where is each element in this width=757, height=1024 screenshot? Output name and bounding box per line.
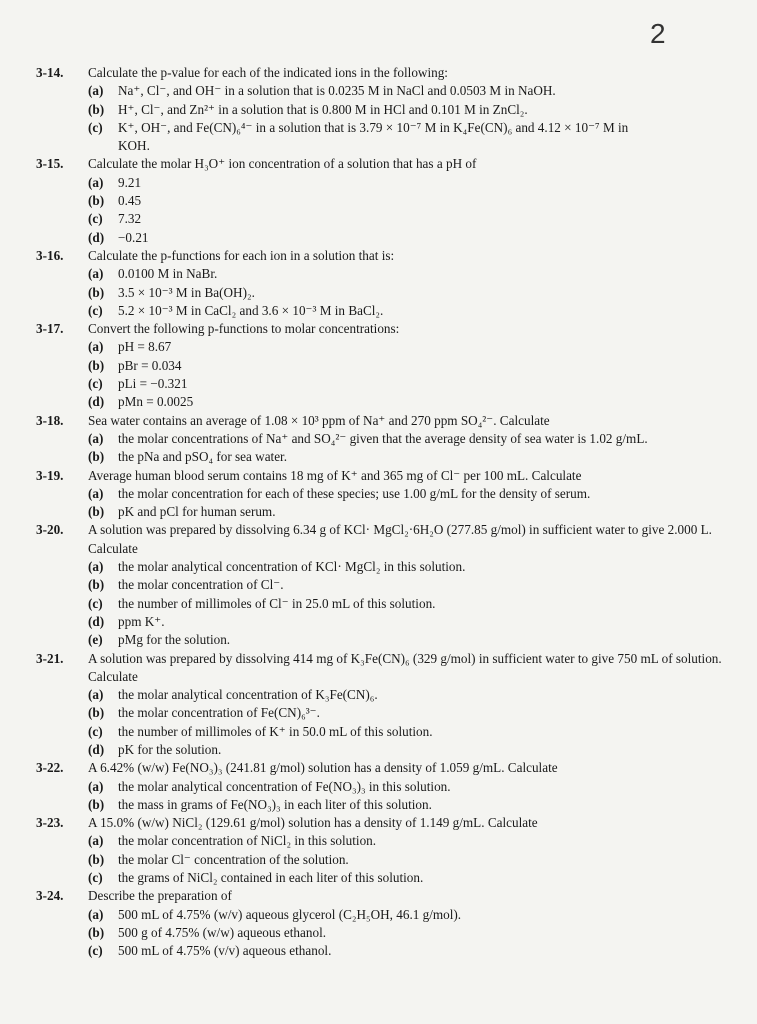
part-label: (a)	[88, 906, 104, 922]
problem-part	[88, 448, 748, 466]
problem-part	[88, 375, 748, 393]
problem-part	[88, 869, 748, 887]
problem-part	[88, 832, 748, 850]
problem-part	[88, 686, 748, 704]
part-label: (b)	[88, 924, 105, 940]
part-text: the molar concentrations of Na⁺ and SO₄²⁻ given that the average density of sea water is 1.02 g/mL.	[118, 430, 648, 446]
part-text: pBr = 0.034	[118, 357, 182, 373]
problem-3-16	[36, 247, 748, 320]
part-text: pK and pCl for human serum.	[118, 504, 276, 520]
part-text: the molar concentration of NiCl₂ in this solution.	[118, 833, 377, 849]
problem-part	[88, 942, 748, 960]
part-continuation: KOH.	[118, 138, 150, 154]
part-label: (b)	[88, 357, 105, 373]
part-text: the molar concentration of Fe(CN)₆³⁻.	[118, 705, 320, 721]
part-label: (c)	[88, 595, 103, 611]
part-label: (b)	[88, 851, 105, 867]
problem-number: 3-21.	[36, 650, 64, 666]
page-number: 2	[650, 18, 666, 49]
part-text: 3.5 × 10⁻³ M in Ba(OH)₂.	[118, 284, 255, 300]
problem-part	[88, 704, 748, 722]
part-text: the molar analytical concentration of Fe(NO₃)₃ in this solution.	[118, 778, 451, 794]
problem-statement: Sea water contains an average of 1.08 × 10³ ppm of Na⁺ and 270 ppm SO₄²⁻. Calculate	[88, 412, 550, 428]
part-label: (c)	[88, 376, 103, 392]
problem-part	[88, 101, 748, 119]
problem-part	[88, 741, 748, 759]
part-label: (a)	[88, 687, 104, 703]
part-text: pK for the solution.	[118, 741, 222, 757]
problem-3-19	[36, 467, 748, 522]
problem-part	[88, 393, 748, 411]
part-label: (a)	[88, 174, 104, 190]
problem-number: 3-16.	[36, 247, 64, 263]
part-text: the mass in grams of Fe(NO₃)₃ in each liter of this solution.	[118, 796, 432, 812]
part-text: pMn = 0.0025	[118, 394, 194, 410]
part-text: 500 g of 4.75% (w/w) aqueous ethanol.	[118, 924, 327, 940]
problem-3-23	[36, 814, 748, 887]
problem-3-21	[36, 650, 748, 760]
problem-part	[88, 357, 748, 375]
problem-statement: A 6.42% (w/w) Fe(NO₃)₃ (241.81 g/mol) solution has a density of 1.059 g/mL. Calculate	[88, 760, 558, 776]
part-text: pLi = −0.321	[118, 376, 188, 392]
problem-3-14	[36, 64, 748, 155]
problem-part	[88, 119, 748, 137]
part-label: (a)	[88, 266, 104, 282]
problem-part	[88, 723, 748, 741]
part-label: (d)	[88, 613, 105, 629]
problem-number: 3-18.	[36, 412, 64, 428]
part-label: (c)	[88, 119, 103, 135]
problem-part	[88, 485, 748, 503]
problem-number: 3-23.	[36, 815, 64, 831]
problem-statement: Average human blood serum contains 18 mg of K⁺ and 365 mg of Cl⁻ per 100 mL. Calculate	[88, 467, 582, 483]
part-label: (a)	[88, 778, 104, 794]
problem-part	[88, 229, 748, 247]
problem-number: 3-14.	[36, 65, 64, 80]
part-label: (c)	[88, 870, 103, 886]
problem-part	[88, 284, 748, 302]
part-text: the number of millimoles of Cl⁻ in 25.0 mL of this solution.	[118, 595, 436, 611]
part-label: (b)	[88, 705, 105, 721]
part-text: ppm K⁺.	[118, 613, 165, 629]
problem-part	[88, 302, 748, 320]
part-text: 7.32	[118, 211, 142, 227]
problem-number: 3-20.	[36, 522, 64, 538]
problem-statement: Convert the following p-functions to molar concentrations:	[88, 321, 400, 337]
part-label: (d)	[88, 394, 105, 410]
part-label: (c)	[88, 943, 103, 959]
problem-part	[88, 265, 748, 283]
problem-number: 3-17.	[36, 321, 64, 337]
part-text: the pNa and pSO₄ for sea water.	[118, 449, 288, 465]
problem-part	[88, 851, 748, 869]
problem-list	[36, 64, 748, 961]
part-text: Na⁺, Cl⁻, and OH⁻ in a solution that is 0.0235 M in NaCl and 0.0503 M in NaOH.	[118, 83, 556, 99]
problem-statement: A 15.0% (w/w) NiCl₂ (129.61 g/mol) solution has a density of 1.149 g/mL. Calculate	[88, 815, 538, 831]
problem-statement: A solution was prepared by dissolving 6.34 g of KCl· MgCl₂·6H₂O (277.85 g/mol) in sufficient water to give 2.000 L. Calculate	[88, 522, 712, 556]
part-label: (c)	[88, 302, 103, 318]
part-label: (b)	[88, 284, 105, 300]
part-label: (a)	[88, 833, 104, 849]
part-text: the molar analytical concentration of K₃Fe(CN)₆.	[118, 687, 378, 703]
problem-part	[88, 924, 748, 942]
problem-number: 3-24.	[36, 888, 64, 904]
problem-part	[88, 82, 748, 100]
part-label: (b)	[88, 504, 105, 520]
part-text: 500 mL of 4.75% (v/v) aqueous ethanol.	[118, 943, 332, 959]
problem-part	[88, 558, 748, 576]
problem-part	[88, 192, 748, 210]
problem-part	[88, 595, 748, 613]
part-text: pMg for the solution.	[118, 632, 231, 648]
part-text: the grams of NiCl₂ contained in each liter of this solution.	[118, 870, 424, 886]
problem-3-17	[36, 320, 748, 411]
part-text: 0.0100 M in NaBr.	[118, 266, 218, 282]
part-label: (a)	[88, 430, 104, 446]
part-label: (b)	[88, 101, 105, 117]
problem-statement: Describe the preparation of	[88, 888, 232, 904]
part-text: 0.45	[118, 193, 142, 209]
part-text: 5.2 × 10⁻³ M in CaCl₂ and 3.6 × 10⁻³ M in BaCl₂.	[118, 302, 384, 318]
part-label: (a)	[88, 485, 104, 501]
part-label: (c)	[88, 211, 103, 227]
problem-number: 3-15.	[36, 156, 64, 172]
part-label: (b)	[88, 577, 105, 593]
part-text: the molar concentration of Cl⁻.	[118, 577, 284, 593]
problem-part	[88, 576, 748, 594]
problem-part	[88, 631, 748, 649]
problem-statement: A solution was prepared by dissolving 414 mg of K₃Fe(CN)₆ (329 g/mol) in sufficient water to give 750 mL of solution. Calculate	[88, 650, 722, 684]
part-text: the molar analytical concentration of KCl· MgCl₂ in this solution.	[118, 559, 466, 575]
part-text: −0.21	[118, 229, 149, 245]
problem-3-22	[36, 759, 748, 814]
part-text: H⁺, Cl⁻, and Zn²⁺ in a solution that is 0.800 M in HCl and 0.101 M in ZnCl₂.	[118, 101, 528, 117]
part-label: (b)	[88, 193, 105, 209]
problem-part	[88, 613, 748, 631]
problem-3-24	[36, 887, 748, 960]
part-label: (a)	[88, 83, 104, 99]
problem-part	[88, 430, 748, 448]
part-text: the molar Cl⁻ concentration of the solution.	[118, 851, 349, 867]
part-label: (e)	[88, 632, 103, 648]
problem-number: 3-22.	[36, 760, 64, 776]
part-text: the number of millimoles of K⁺ in 50.0 mL of this solution.	[118, 723, 433, 739]
problem-part	[88, 174, 748, 192]
part-text: pH = 8.67	[118, 339, 172, 355]
part-label: (d)	[88, 741, 105, 757]
part-label: (a)	[88, 559, 104, 575]
problem-3-20	[36, 521, 748, 649]
problem-part	[88, 210, 748, 228]
part-text: 500 mL of 4.75% (w/v) aqueous glycerol (C₂H₅OH, 46.1 g/mol).	[118, 906, 462, 922]
problem-part	[88, 796, 748, 814]
problem-part	[88, 338, 748, 356]
problem-number: 3-19.	[36, 467, 64, 483]
problem-3-18	[36, 412, 748, 467]
part-label: (d)	[88, 229, 105, 245]
problem-part	[88, 778, 748, 796]
part-label: (c)	[88, 723, 103, 739]
part-label: (b)	[88, 796, 105, 812]
part-label: (a)	[88, 339, 104, 355]
part-label: (b)	[88, 449, 105, 465]
problem-statement: Calculate the p-value for each of the indicated ions in the following:	[88, 65, 448, 80]
problem-statement: Calculate the p-functions for each ion in a solution that is:	[88, 247, 395, 263]
problem-3-15	[36, 155, 748, 246]
problem-statement: Calculate the molar H₃O⁺ ion concentration of a solution that has a pH of	[88, 156, 477, 172]
problem-part	[88, 503, 748, 521]
problem-part	[88, 906, 748, 924]
part-text: 9.21	[118, 174, 142, 190]
part-text: K⁺, OH⁻, and Fe(CN)₆⁴⁻ in a solution that is 3.79 × 10⁻⁷ M in K₄Fe(CN)₆ and 4.12 × 10⁻⁷ M in	[118, 119, 629, 135]
part-text: the molar concentration for each of these species; use 1.00 g/mL for the density of serum.	[118, 485, 591, 501]
